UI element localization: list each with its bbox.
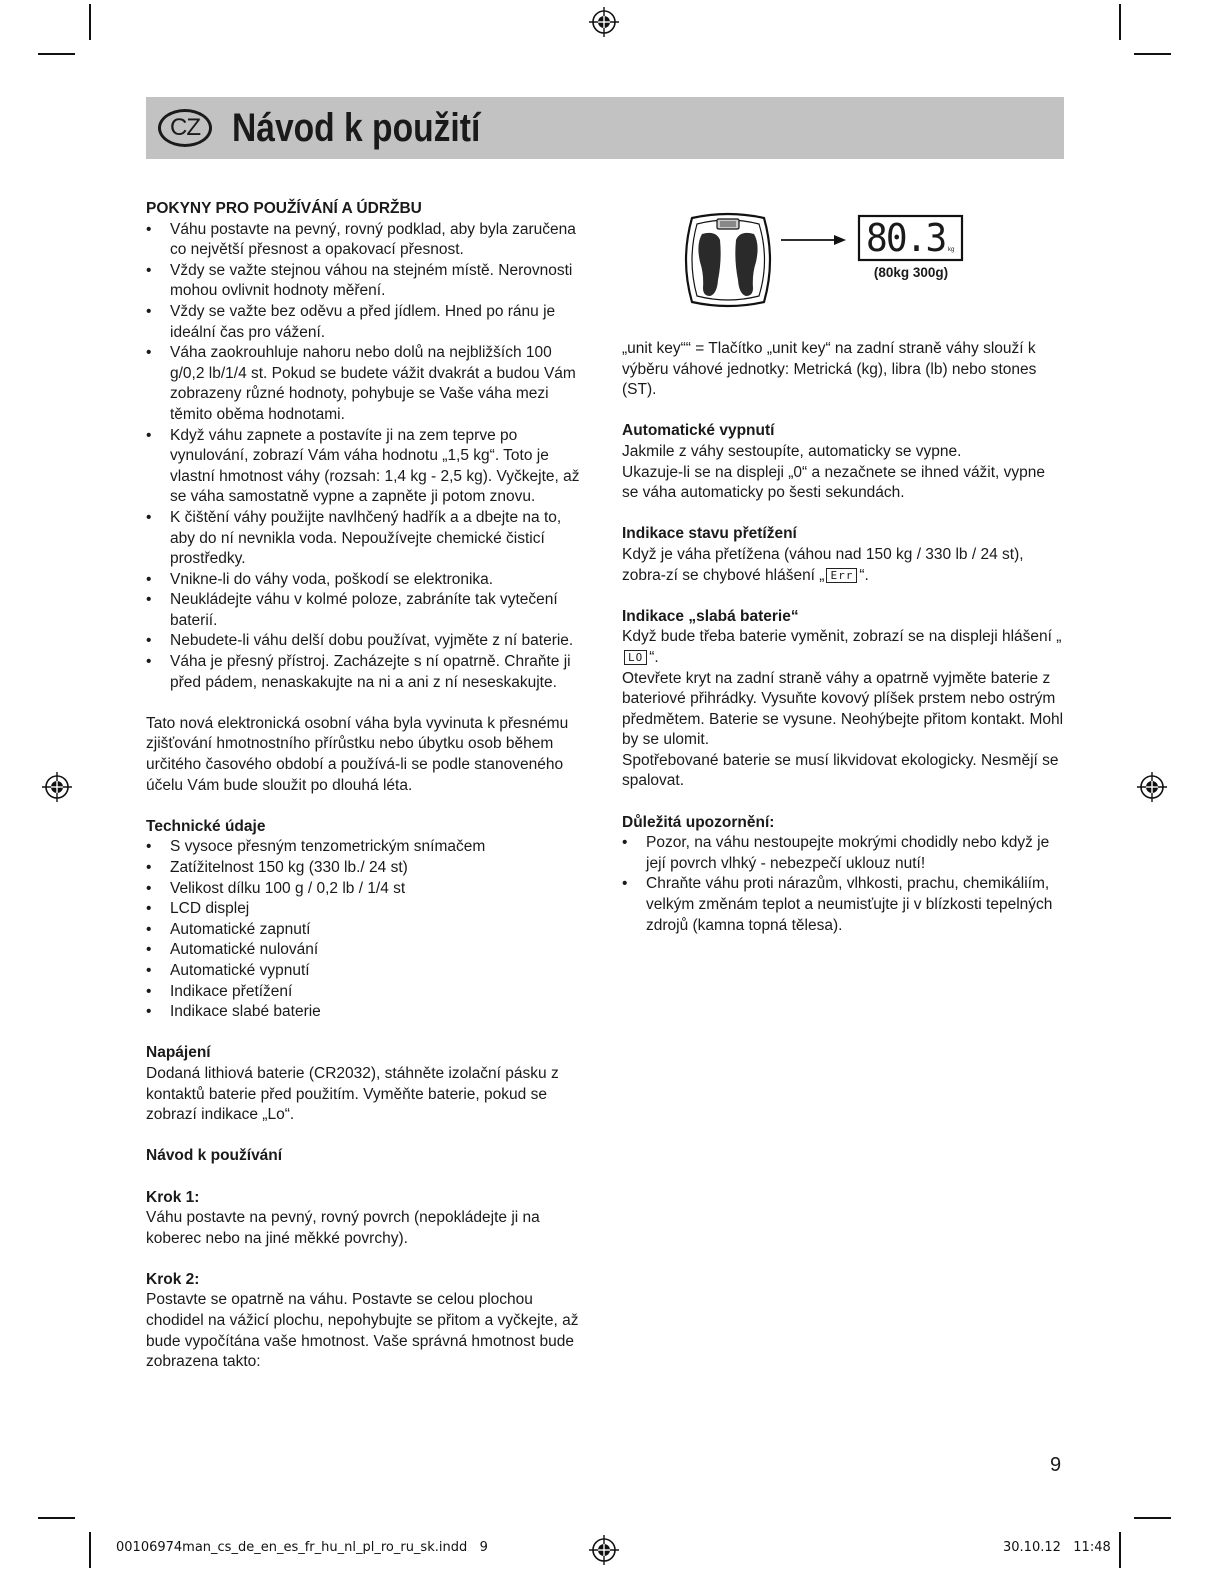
list-item: • Indikace slabé baterie xyxy=(146,1002,588,1023)
list-item: • Velikost dílku 100 g / 0,2 lb / 1/4 st xyxy=(146,879,588,900)
battery-paragraph-2: Otevřete kryt na zadní straně váhy a opatrně vyjměte baterie z bateriové přihrádky. Vysuňte kovový plíšek prstem nebo ostrým předmětem. Baterie se vysune. Neohýbejte přitom kontakt. Mohl by se ulomit. xyxy=(622,669,1064,749)
crop-mark xyxy=(1134,53,1171,55)
tech-heading: Technické údaje xyxy=(146,817,266,835)
care-heading: POKYNY PRO POUŽÍVÁNÍ A ÚDRŽBU xyxy=(146,200,422,217)
unit-key-paragraph: „unit key““ = Tlačítko „unit key“ na zadní straně váhy slouží k výběru váhové jednotky: Metrická (kg), libra (lb) nebo stones (ST). xyxy=(622,340,1037,399)
battery-paragraph xyxy=(622,627,1064,668)
step2-paragraph: Postavte se opatrně na váhu. Postavte se celou plochou chodidel na vážicí plochu, nepohybujte se přitom a vyčkejte, až bude vypočítána vaše hmotnost. Vaše správná hmotnost bude zobrazena takto: xyxy=(146,1291,579,1371)
scale-illustration xyxy=(684,210,974,310)
low-battery-display-icon: LO xyxy=(624,650,647,665)
registration-mark-icon xyxy=(42,772,72,802)
list-item: • Pozor, na váhu nestoupejte mokrými chodidly nebo když je její povrch vlhký - nebezpečí uklouz nutí! xyxy=(622,833,1064,874)
list-item: • Váhu postavte na pevný, rovný podklad, aby byla zaručena co největší přesnost a opakovací přesnost. xyxy=(146,220,588,261)
list-item: • Automatické zapnutí xyxy=(146,920,588,941)
footer-filename: 00106974man_cs_de_en_es_fr_hu_nl_pl_ro_ru_sk.indd 9 xyxy=(116,1540,488,1555)
list-item: • Zatížitelnost 150 kg (330 lb./ 24 st) xyxy=(146,858,588,879)
step1-heading: Krok 1: xyxy=(146,1188,200,1206)
title-banner xyxy=(146,97,1064,159)
power-heading: Napájení xyxy=(146,1044,211,1062)
display-unit: kg xyxy=(948,247,955,253)
footer-timestamp: 30.10.12 11:48 xyxy=(1003,1540,1111,1555)
battery-paragraph-3: Spotřebované baterie se musí likvidovat ekologicky. Nesmějí se spalovat. xyxy=(622,751,1059,790)
step2-heading: Krok 2: xyxy=(146,1270,200,1288)
page-number: 9 xyxy=(1050,1454,1062,1476)
list-item: • Vždy se važte bez oděvu a před jídlem. Hned po ránu je ideální čas pro vážení. xyxy=(146,302,588,343)
crop-mark xyxy=(38,1517,75,1519)
overload-text: Když je váha přetížena (váhou nad 150 kg / 330 lb / 24 st), zobra-zí se chybové hlášení „ xyxy=(622,545,1024,584)
crop-mark xyxy=(1134,1517,1171,1519)
list-item: • Když váhu zapnete a postavíte ji na zem teprve po vynulování, zobrazí Vám váha hodnotu „1,5 kg“. Toto je vlastní hmotnost váhy (rozsah: 1,4 kg - 2,5 kg). Vyčkejte, až se váha samostatně vypne a zapněte ji potom znovu. xyxy=(146,426,588,508)
list-item: • Nebudete-li váhu delší dobu používat, vyjměte z ní baterie. xyxy=(146,631,588,652)
care-list xyxy=(146,220,588,694)
list-item: • Automatické vypnutí xyxy=(146,961,588,982)
list-item: • Vždy se važte stejnou váhou na stejném místě. Nerovnosti mohou ovlivnit hodnoty měření. xyxy=(146,261,588,302)
list-item: • Neukládejte váhu v kolmé poloze, zabráníte tak vytečení baterií. xyxy=(146,590,588,631)
battery-text-end: “. xyxy=(649,648,659,666)
error-display-icon: Err xyxy=(826,568,857,583)
warning-list xyxy=(622,833,1064,936)
crop-mark xyxy=(89,4,91,40)
crop-mark xyxy=(89,1532,91,1568)
auto-off-paragraph: Jakmile z váhy sestoupíte, automaticky se vypne. xyxy=(622,442,962,460)
intro-paragraph: Tato nová elektronická osobní váha byla vyvinuta k přesnému zjišťování hmotnostního přírůstku nebo úbytku osob během určitého časového období a používá-li se podle stanoveného účelu Vám bude sloužit po dlouhá léta. xyxy=(146,714,569,794)
list-item: • K čištění váhy použijte navlhčený hadřík a a dbejte na to, aby do ní nevnikla voda. Nepoužívejte chemické čisticí prostředky. xyxy=(146,508,588,570)
page-title: Návod k použití xyxy=(232,105,481,150)
auto-off-heading: Automatické vypnutí xyxy=(622,422,775,440)
crop-mark xyxy=(1119,4,1121,40)
list-item: • Automatické nulování xyxy=(146,940,588,961)
display-value: 80.3 xyxy=(866,216,946,260)
warning-heading: Důležitá upozornění: xyxy=(622,813,775,831)
crop-mark xyxy=(38,53,75,55)
left-column xyxy=(146,199,588,1373)
list-item: • Indikace přetížení xyxy=(146,982,588,1003)
list-item: • Chraňte váhu proti nárazům, vlhkosti, prachu, chemikáliím, velkým změnám teplot a neumisťujte ji v blízkosti tepelných zdrojů (kamna topná tělesa). xyxy=(622,874,1064,936)
registration-mark-icon xyxy=(1137,772,1167,802)
list-item: • LCD displej xyxy=(146,899,588,920)
battery-text: Když bude třeba baterie vyměnit, zobrazí se na displeji hlášení „ xyxy=(622,628,1062,646)
right-column xyxy=(622,339,1064,936)
display-caption: (80kg 300g) xyxy=(873,265,949,280)
overload-paragraph xyxy=(622,545,1064,586)
tech-list xyxy=(146,837,588,1022)
step1-paragraph: Váhu postavte na pevný, rovný povrch (nepokládejte ji na koberec nebo na jiné měkké povrchy). xyxy=(146,1209,540,1247)
overload-heading: Indikace stavu přetížení xyxy=(622,525,797,543)
registration-mark-icon xyxy=(589,1535,619,1565)
list-item: • Váha zaokrouhluje nahoru nebo dolů na nejbližších 100 g/0,2 lb/1/4 st. Pokud se budete vážit dvakrát a budou Vám zobrazeny různé hodnoty, pohybuje se Vaše váha mezi těmito oběma hodnotami. xyxy=(146,343,588,425)
overload-text-end: “. xyxy=(859,566,869,584)
registration-mark-icon xyxy=(589,7,619,37)
battery-heading: Indikace „slabá baterie“ xyxy=(622,607,799,625)
list-item: • Váha je přesný přístroj. Zacházejte s ní opatrně. Chraňte ji před pádem, nenaskakujte na ni a ani z ní neseskakujte. xyxy=(146,652,588,693)
power-paragraph: Dodaná lithiová baterie (CR2032), stáhněte izolační pásku z kontaktů baterie před použitím. Vyměňte baterie, pokud se zobrazí indikace „Lo“. xyxy=(146,1064,559,1124)
language-badge: CZ xyxy=(158,109,212,147)
crop-mark xyxy=(1119,1532,1121,1568)
auto-off-paragraph: Ukazuje-li se na displeji „0“ a nezačnete se ihned vážit, vypne se váha automaticky po šesti sekundách. xyxy=(622,463,1046,502)
list-item: • S vysoce přesným tenzometrickým snímačem xyxy=(146,837,588,858)
list-item: • Vnikne-li do váhy voda, poškodí se elektronika. xyxy=(146,570,588,591)
usage-heading: Návod k používání xyxy=(146,1147,283,1165)
